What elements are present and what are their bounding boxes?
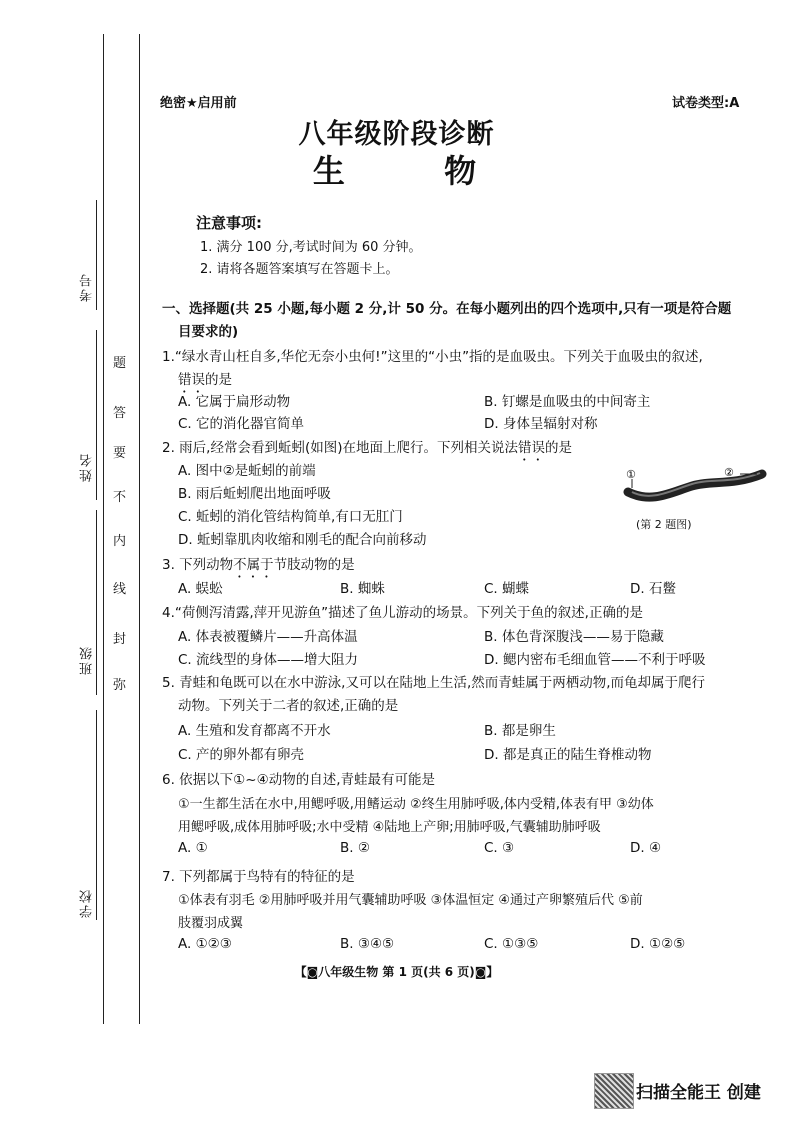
question-4-option-c: C. 流线型的身体——增大阻力 bbox=[178, 652, 359, 668]
field-label-exam-number: 考号 bbox=[80, 272, 95, 302]
seal-char: 线 bbox=[113, 582, 127, 597]
question-4-option-b: B. 体色背深腹浅——易于隐藏 bbox=[484, 629, 664, 645]
notes-heading: 注意事项: bbox=[196, 214, 262, 232]
question-6-statement-line2: 用鳃呼吸,成体用肺呼吸;水中受精 ④陆地上产卵;用肺呼吸,气囊辅助肺呼吸 bbox=[178, 820, 601, 835]
question-5-option-d: D. 都是真正的陆生脊椎动物 bbox=[484, 747, 652, 763]
question-7-statement-line2: 肢覆羽成翼 bbox=[178, 916, 244, 931]
question-2-option-b: B. 雨后蚯蚓爬出地面呼吸 bbox=[178, 486, 331, 502]
question-7-option-a: A. ①②③ bbox=[178, 936, 232, 952]
question-4-option-a: A. 体表被覆鳞片——升高体温 bbox=[178, 629, 358, 645]
question-7-statement-line1: ①体表有羽毛 ②用肺呼吸并用气囊辅助呼吸 ③体温恒定 ④通过产卵繁殖后代 ⑤前 bbox=[178, 893, 643, 908]
section-heading: 一、选择题(共 25 小题,每小题 2 分,计 50 分。在每小题列出的四个选项中,只有一项是符合题 bbox=[162, 301, 732, 317]
question-2-stem: 2. 雨后,经常会看到蚯蚓(如图)在地面上爬行。下列相关说法错误的是 bbox=[162, 440, 572, 456]
seal-char: 弥 bbox=[113, 678, 127, 693]
question-5-option-c: C. 产的卵外都有卵壳 bbox=[178, 747, 305, 763]
note-item: 2. 请将各题答案填写在答题卡上。 bbox=[200, 262, 399, 277]
question-3-option-c: C. 蝴蝶 bbox=[484, 581, 530, 597]
question-6-option-d: D. ④ bbox=[630, 840, 662, 856]
seal-char: 答 bbox=[113, 406, 127, 421]
exam-title: 八年级阶段诊断 bbox=[298, 119, 495, 150]
fig-label-1: ① bbox=[626, 468, 636, 481]
figure-caption: (第 2 题图) bbox=[636, 518, 692, 531]
scanner-watermark: 扫描全能王 创建 bbox=[636, 1083, 761, 1103]
seal-char: 不 bbox=[113, 490, 127, 505]
field-underline-exam-number bbox=[96, 200, 97, 310]
question-1-option-d: D. 身体呈辐射对称 bbox=[484, 416, 598, 432]
field-underline-class bbox=[96, 510, 97, 695]
question-2-option-a: A. 图中②是蚯蚓的前端 bbox=[178, 463, 316, 479]
question-1-option-a: A. 它属于扁形动物 bbox=[178, 394, 291, 410]
field-label-school: 学校 bbox=[80, 888, 95, 918]
question-1-option-b: B. 钉螺是血吸虫的中间寄主 bbox=[484, 394, 651, 410]
question-4-stem: 4.“荷侧泻清露,萍开见游鱼”描述了鱼儿游动的场景。下列关于鱼的叙述,正确的是 bbox=[162, 605, 643, 621]
question-2-option-c: C. 蚯蚓的消化管结构简单,有口无肛门 bbox=[178, 509, 403, 525]
question-7-option-d: D. ①②⑤ bbox=[630, 936, 686, 952]
question-2-option-d: D. 蚯蚓靠肌肉收缩和刚毛的配合向前移动 bbox=[178, 532, 427, 548]
question-3-option-d: D. 石鳖 bbox=[630, 581, 676, 597]
question-6-option-c: C. ③ bbox=[484, 840, 515, 856]
field-label-name: 姓名 bbox=[80, 452, 95, 482]
question-7-stem: 7. 下列都属于鸟特有的特征的是 bbox=[162, 869, 355, 885]
question-3-stem: 3. 下列动物不属于节肢动物的是 bbox=[162, 557, 355, 573]
seal-char: 封 bbox=[113, 632, 127, 647]
question-6-statement-line1: ①一生都生活在水中,用鳃呼吸,用鳍运动 ②终生用肺呼吸,体内受精,体表有甲 ③幼体 bbox=[178, 797, 654, 812]
question-5-stem-cont: 动物。下列关于二者的叙述,正确的是 bbox=[178, 698, 399, 714]
field-underline-school bbox=[96, 710, 97, 920]
question-3-option-b: B. 蜘蛛 bbox=[340, 581, 385, 597]
question-5-option-b: B. 都是卵生 bbox=[484, 723, 556, 739]
field-label-class: 班级 bbox=[80, 645, 95, 675]
question-1-option-c: C. 它的消化器官简单 bbox=[178, 416, 305, 432]
question-1-stem: 1.“绿水青山枉自多,华佗无奈小虫何!”这里的“小虫”指的是血吸虫。下列关于血吸虫的叙述, bbox=[162, 349, 703, 365]
question-7-option-b: B. ③④⑤ bbox=[340, 936, 395, 952]
page-footer: 【◙八年级生物 第 1 页(共 6 页)◙】 bbox=[294, 965, 499, 979]
question-4-option-d: D. 鳃内密布毛细血管——不利于呼吸 bbox=[484, 652, 706, 668]
question-6-stem: 6. 依据以下①~④动物的自述,青蛙最有可能是 bbox=[162, 772, 435, 788]
question-1-stem-cont: 错误的是 bbox=[178, 372, 232, 388]
seal-char: 要 bbox=[113, 446, 127, 461]
seal-char: 内 bbox=[113, 534, 127, 549]
seal-char: 题 bbox=[113, 356, 127, 371]
question-6-option-b: B. ② bbox=[340, 840, 370, 856]
subject-title: 生 物 bbox=[312, 152, 521, 190]
fig-label-2: ② bbox=[724, 466, 734, 479]
section-heading-cont: 目要求的) bbox=[178, 324, 239, 340]
question-6-option-a: A. ① bbox=[178, 840, 208, 856]
scanner-logo-icon bbox=[594, 1073, 634, 1109]
paper-type-label: 试卷类型:A bbox=[672, 96, 740, 111]
field-underline-name bbox=[96, 330, 97, 500]
question-3-option-a: A. 蜈蚣 bbox=[178, 581, 223, 597]
question-5-option-a: A. 生殖和发育都离不开水 bbox=[178, 723, 331, 739]
note-item: 1. 满分 100 分,考试时间为 60 分钟。 bbox=[200, 240, 422, 255]
confidential-label: 绝密★启用前 bbox=[160, 96, 237, 111]
question-7-option-c: C. ①③⑤ bbox=[484, 936, 539, 952]
question-5-stem: 5. 青蛙和龟既可以在水中游泳,又可以在陆地上生活,然而青蛙属于两栖动物,而龟却属于爬行 bbox=[162, 675, 706, 691]
